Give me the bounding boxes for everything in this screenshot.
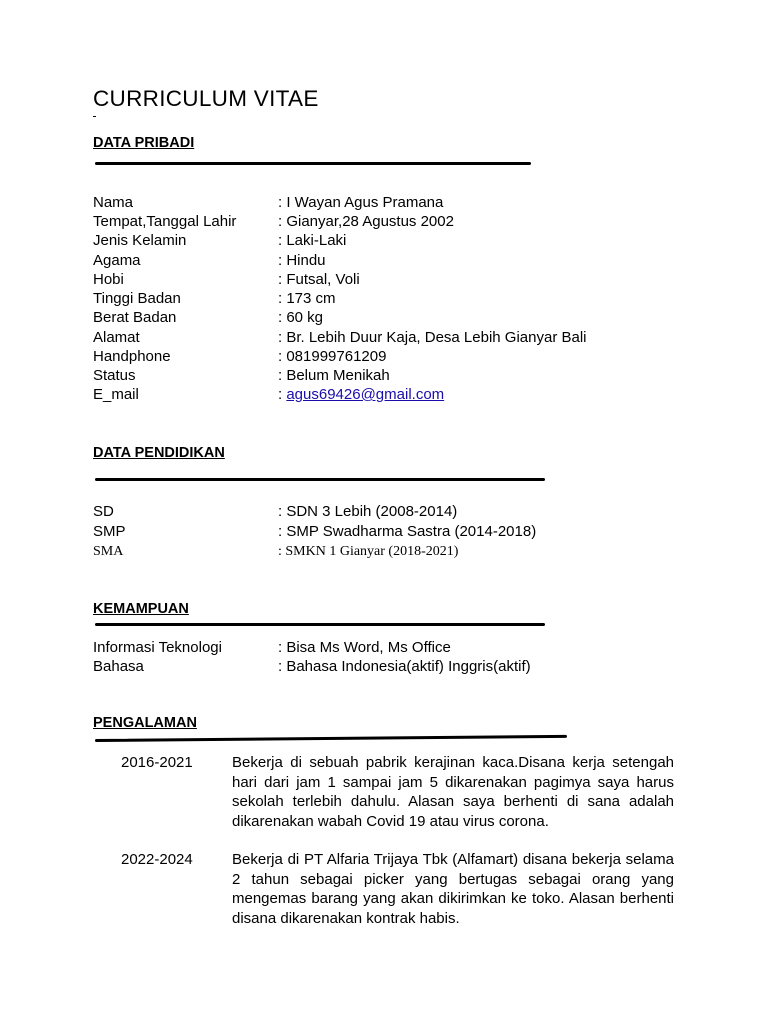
field-value [278,385,444,404]
field-value: : SMKN 1 Gianyar (2018-2021) [278,544,459,559]
experience-description: Bekerja di sebuah pabrik kerajinan kaca.Disana kerja setengah hari dari jam 1 sampai jam 5 dikarenakan pagimya saya harus sekolah terlebih dahulu. Alasan saya berhenti di sana adalah dikarenakan wabah Covid 19 atau virus corona. [232,754,674,830]
divider-pengalaman [95,735,567,742]
field-label: SMP [93,523,126,540]
divider-data-pendidikan [95,478,545,481]
experience-description: Bekerja di PT Alfaria Trijaya Tbk (Alfamart) disana bekerja selama 2 tahun sebagai picker yang bertugas sebagai orang yang mengemas barang yang akan dikirimkan ke toko. Alasan berhenti disana dikarenakan kontrak habis. [232,851,674,927]
experience-years: 2022-2024 [121,851,193,868]
heading-data-pendidikan: DATA PENDIDIKAN [93,445,225,461]
field-value: : I Wayan Agus Pramana [278,194,444,211]
page-title: CURRICULUM VITAE [93,86,319,111]
heading-kemampuan: KEMAMPUAN [93,601,189,617]
field-label: SMA [93,544,124,559]
field-value: : Gianyar,28 Agustus 2002 [278,213,454,230]
heading-data-pribadi: DATA PRIBADI [93,135,195,151]
field-value: : Bisa Ms Word, Ms Office [278,639,451,656]
field-label: SD [93,503,114,520]
field-label: Handphone [93,348,171,365]
field-label: Jenis Kelamin [93,232,187,249]
field-label: Berat Badan [93,309,177,326]
field-value: : Laki-Laki [278,232,347,249]
field-value: : Futsal, Voli [278,271,360,288]
field-value: : 173 cm [278,290,336,307]
field-value: : Hindu [278,252,326,269]
field-label: Bahasa [93,658,144,675]
field-label: Informasi Teknologi [93,639,222,656]
divider-data-pribadi [95,162,531,165]
field-value: : Belum Menikah [278,367,390,384]
field-value: : 60 kg [278,309,324,326]
field-label: Agama [93,252,141,269]
field-label: Hobi [93,271,124,288]
field-value: : Bahasa Indonesia(aktif) Inggris(aktif) [278,658,531,675]
email-colon: : [278,386,283,403]
field-value: : SDN 3 Lebih (2008-2014) [278,503,458,520]
field-label: Alamat [93,329,140,346]
email-link[interactable]: agus69426@gmail.com [286,386,445,403]
field-label: E_mail [93,386,139,403]
field-label: Tempat,Tanggal Lahir [93,213,237,230]
experience-years: 2016-2021 [121,754,193,771]
field-label: Status [93,367,136,384]
divider-kemampuan [95,623,545,626]
field-label: Nama [93,194,134,211]
heading-pengalaman: PENGALAMAN [93,715,197,731]
field-value: : 081999761209 [278,348,387,365]
field-value: : SMP Swadharma Sastra (2014-2018) [278,523,537,540]
field-label: Tinggi Badan [93,290,181,307]
field-value: : Br. Lebih Duur Kaja, Desa Lebih Gianyar Bali [278,329,587,346]
cursor-mark [93,116,96,117]
